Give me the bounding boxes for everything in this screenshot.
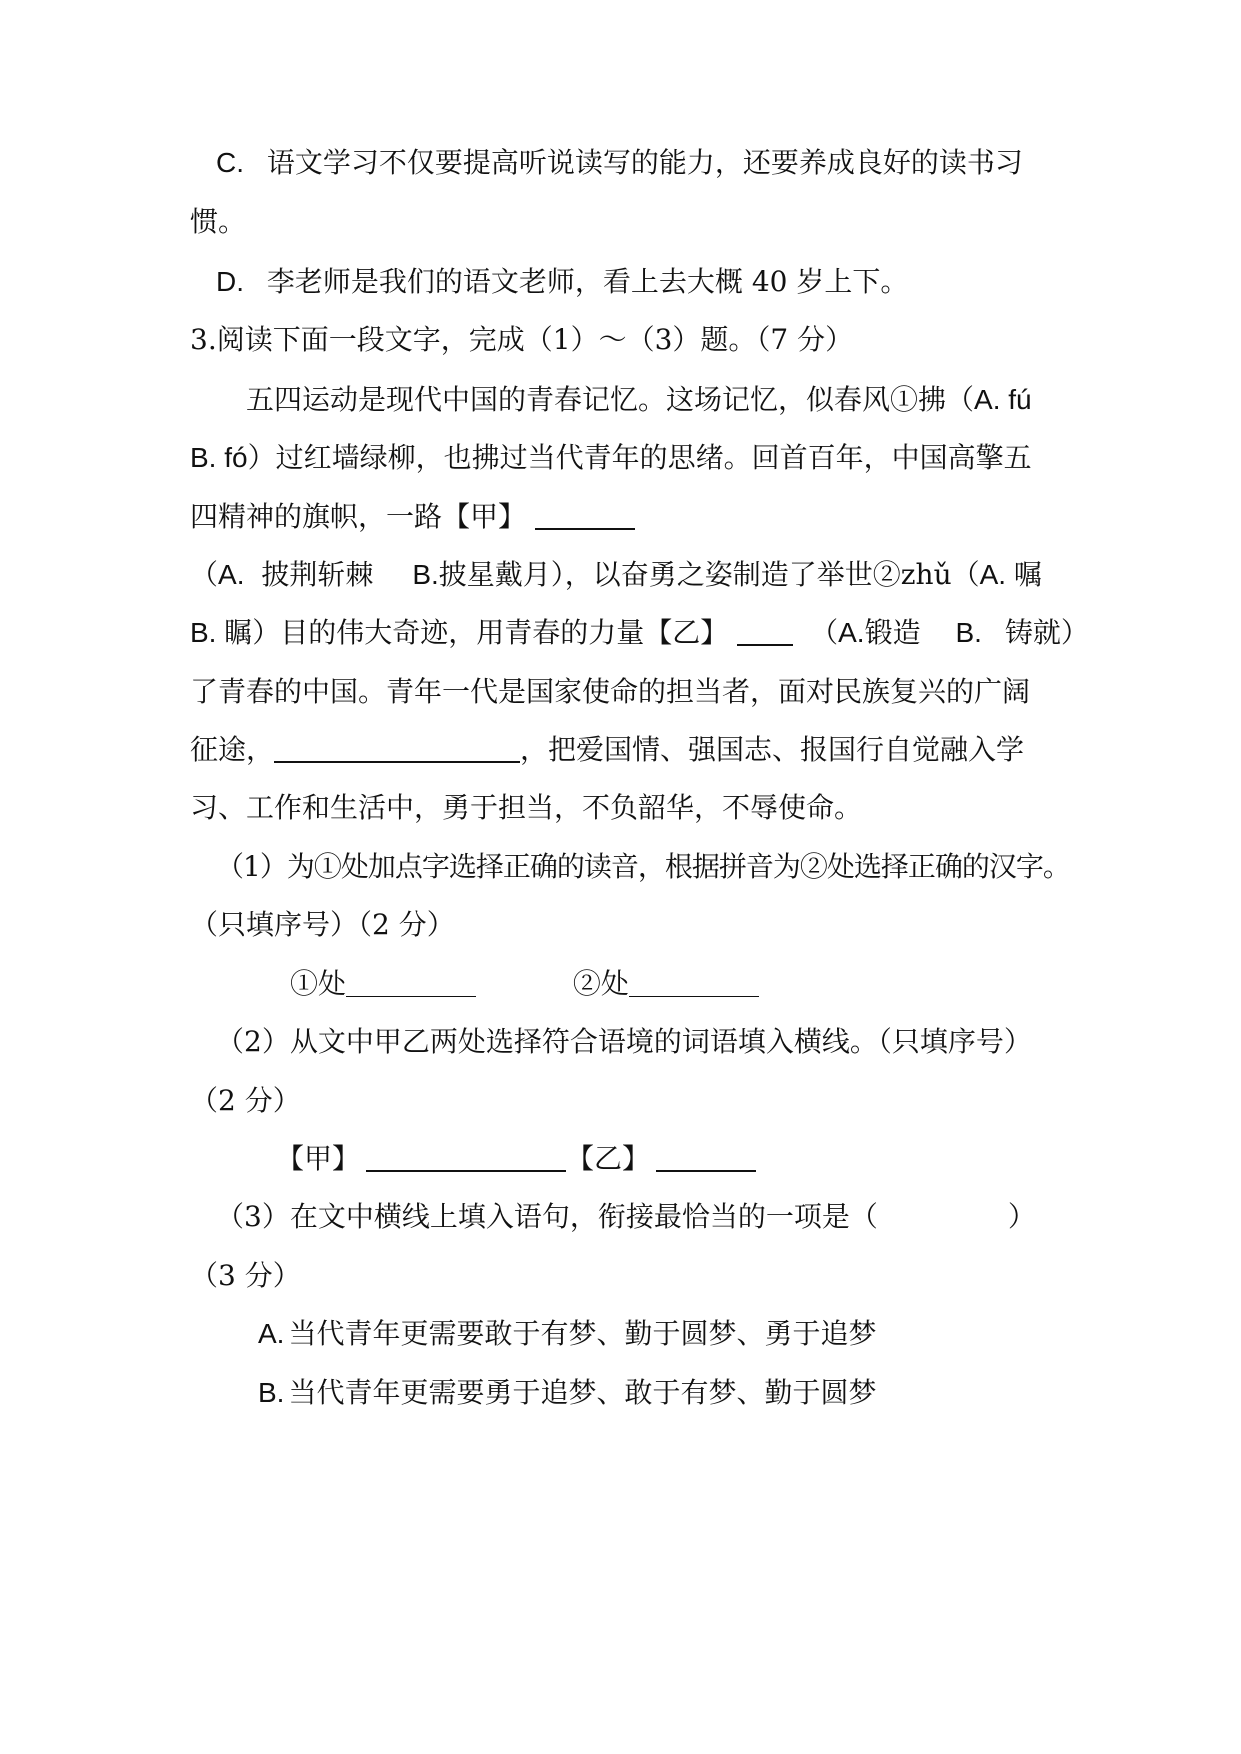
question-title-text-3: ）题。（ [672, 323, 771, 356]
subquestion-1-line-2 [190, 905, 1060, 945]
passage-line-1 [246, 380, 1116, 420]
option-d-number: 40 [751, 265, 788, 298]
subquestion-2-answers [276, 1139, 1146, 1179]
passage-text: 习、工作和生活中，勇于担当，不负韶华，不辱使命。 [190, 791, 863, 824]
subquestion-1-line-1 [216, 847, 1086, 887]
option-c-text: 语文学习不仅要提高听说读写的能力，还要养成良好的读书习 [266, 146, 1023, 179]
question-number: 3. [190, 323, 217, 356]
answer-label-2: ②处 [572, 967, 629, 1000]
choice-a [258, 1314, 1128, 1354]
passage-text: 征途， [190, 733, 275, 766]
option-c-text-cont: 惯。 [190, 205, 247, 238]
subquestion-3-score: （3 分） [190, 1259, 301, 1292]
question-3-title [190, 320, 1060, 360]
pinyin-option-b: B. fó [190, 442, 248, 473]
passage-text: ）过红墙绿柳，也拂过当代青年的思绪。回首百年，中国高擎五 [247, 441, 1032, 474]
question-range-end: 3 [654, 323, 673, 356]
choice-a-label: A. [258, 1318, 285, 1349]
passage-text: 披星戴月），以奋勇之姿制造了举世②zhǔ（ [438, 558, 980, 591]
subquestion-2-line-1 [216, 1022, 1086, 1062]
subquestion-2-line-2 [190, 1081, 1060, 1121]
choice-b [258, 1373, 1128, 1413]
passage-line-6 [190, 672, 1060, 712]
paren-close: ） [1007, 1200, 1036, 1233]
question-title-text-4: 分） [797, 323, 854, 356]
option-d-line [216, 262, 1086, 302]
blank-yi[interactable] [737, 614, 793, 646]
passage-text: 了青春的中国。青年一代是国家使命的担当者，面对民族复兴的广阔 [190, 675, 1031, 708]
option-c-label: C. [216, 147, 244, 178]
answer-blank-1[interactable] [346, 968, 476, 997]
option-c-line-2 [190, 202, 1060, 242]
option-a-label: A. [218, 559, 245, 590]
paren-open: （ [810, 616, 839, 649]
passage-line-5 [190, 613, 1089, 653]
subquestion-3-line-2 [190, 1256, 1060, 1296]
answer-label-jia: 【甲】 [276, 1142, 361, 1175]
char-option-a: A. 嘱 [979, 559, 1042, 590]
option-b-word: 铸就） [1004, 616, 1089, 649]
char-option-b: B. 瞩 [190, 617, 253, 648]
answer-label-1: ①处 [290, 967, 347, 1000]
question-score: 7 [770, 323, 789, 356]
passage-line-4 [190, 555, 1060, 595]
question-title-text: 阅读下面一段文字，完成（ [216, 323, 553, 356]
option-d-text-b: 岁上下。 [796, 265, 909, 298]
subquestion-1-text: （1）为①处加点字选择正确的读音，根据拼音为②处选择正确的汉字。 [216, 850, 1070, 883]
pinyin-option-a: A. fú [974, 384, 1032, 415]
subquestion-1-score: （只填序号）（2 分） [190, 908, 455, 941]
answer-blank-jia[interactable] [366, 1140, 566, 1172]
subquestion-2-score: （2 分） [190, 1084, 301, 1117]
option-a-label: A. [838, 617, 865, 648]
answer-blank-yi[interactable] [656, 1140, 756, 1172]
option-a-word: 披荆斩棘 [261, 558, 374, 591]
subquestion-1-answers [290, 964, 1160, 1004]
passage-text: 四精神的旗帜，一路【甲】 [190, 500, 527, 533]
passage-text: 五四运动是现代中国的青春记忆。这场记忆，似春风①拂（ [246, 383, 975, 416]
option-b-label: B. [412, 559, 439, 590]
passage-line-3 [190, 497, 1060, 537]
subquestion-3-line-1 [216, 1197, 1086, 1237]
option-d-label: D. [216, 266, 244, 297]
question-title-text-2: ）～（ [570, 323, 655, 356]
subquestion-2-text: （2）从文中甲乙两处选择符合语境的词语填入横线。（只填序号） [216, 1025, 1032, 1058]
passage-line-2 [190, 438, 1060, 478]
answer-label-yi: 【乙】 [566, 1142, 651, 1175]
passage-line-8 [190, 788, 1060, 828]
blank-sentence[interactable] [274, 731, 520, 763]
answer-blank-2[interactable] [629, 968, 759, 997]
choice-a-text: 当代青年更需要敢于有梦、勤于圆梦、勇于追梦 [288, 1317, 877, 1350]
subquestion-3-text: （3）在文中横线上填入语句，衔接最恰当的一项是（ [216, 1200, 878, 1233]
choice-b-text: 当代青年更需要勇于追梦、敢于有梦、勤于圆梦 [288, 1376, 877, 1409]
passage-line-7 [190, 730, 1060, 770]
option-c-line-1 [216, 143, 1086, 183]
passage-text: ，把爱国情、强国志、报国行自觉融入学 [520, 733, 1025, 766]
passage-text: ）目的伟大奇迹，用青春的力量【乙】 [252, 616, 729, 649]
option-b-label: B. [955, 617, 982, 648]
option-d-text-a: 李老师是我们的语文老师，看上去大概 [266, 265, 743, 298]
choice-b-label: B. [258, 1377, 285, 1408]
blank-jia[interactable] [535, 498, 635, 530]
option-a-word: 锻造 [864, 616, 921, 649]
paren-open: （ [190, 558, 219, 591]
question-range-start: 1 [552, 323, 571, 356]
